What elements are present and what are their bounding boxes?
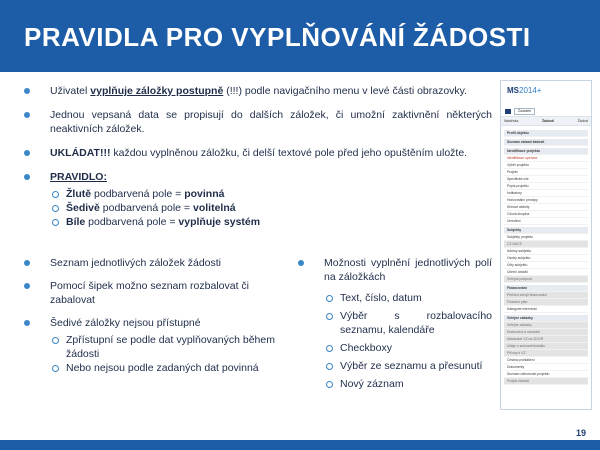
screenshot-tab-item: Veřejné zakázky xyxy=(504,322,588,329)
sub-item: Text, číslo, datum xyxy=(324,291,492,305)
rule-item-white xyxy=(50,215,492,229)
screenshot-tab-item: Účetní období xyxy=(504,269,588,276)
left-column xyxy=(22,256,284,384)
bullet-grey-tabs xyxy=(22,316,284,375)
screenshot-tab-item: Klíčové aktivity xyxy=(504,204,588,211)
bullet-emphasis: UKLÁDAT!!! xyxy=(50,147,111,159)
screenshot-menu xyxy=(501,117,591,126)
bullet-propagation xyxy=(22,108,492,136)
bullet-emphasis: vyplňuje záložky postupně xyxy=(90,85,224,97)
bullet-text: Uživatel xyxy=(50,85,91,97)
screenshot-tab-item: Identifikace projektu xyxy=(504,148,588,155)
rule-text: podbarvená pole = xyxy=(91,188,185,200)
bottom-bar xyxy=(0,440,600,450)
screenshot-tab-item: Údaje o smlouvě/dodatku xyxy=(504,343,588,350)
screenshot-tab-item: Navázané VZ na ZD/VR xyxy=(504,336,588,343)
ms2014-logo xyxy=(501,81,591,107)
screenshot-tab-item: Výběr projektu xyxy=(504,162,588,169)
screenshot-tab-item: Projekt xyxy=(504,169,588,176)
rule-text: podbarvená pole = xyxy=(85,216,179,228)
screenshot-tab-item: Profil objektu xyxy=(504,130,588,137)
rule-item-yellow xyxy=(50,187,492,201)
screenshot-tab-item: Finanční plán xyxy=(504,299,588,306)
sub-item: Výběr s rozbalovacího seznamu, kalendáře xyxy=(324,309,492,337)
home-icon xyxy=(505,109,511,114)
bullet-arrows xyxy=(22,279,284,307)
sub-item: Nebo nejsou podle zadaných dat povinná xyxy=(50,361,284,375)
bullet-text: Možnosti vyplnění jednotlivých polí na záložkách xyxy=(324,257,492,283)
bullet-sequential xyxy=(22,84,492,98)
intro-bullets xyxy=(22,84,492,239)
screenshot-tab-item: Popis projektu xyxy=(504,183,588,190)
screenshot-tab-item: Specifické cíle xyxy=(504,176,588,183)
sub-item: Checkboxy xyxy=(324,341,492,355)
screenshot-tab-list xyxy=(501,126,591,387)
screenshot-nav xyxy=(501,107,591,117)
bullet-fill-options xyxy=(296,256,492,391)
screenshot-tab-item: Adresy subjektu xyxy=(504,248,588,255)
bullet-save xyxy=(22,146,492,160)
screenshot-tab-item: Veřejné zakázky xyxy=(504,315,588,322)
title-bar xyxy=(0,0,600,72)
screenshot-tab-item: CZ NACE xyxy=(504,241,588,248)
rule-list xyxy=(50,187,492,229)
rule-color: Šedivě xyxy=(66,202,100,214)
screenshot-tab-item: Subjekty xyxy=(504,227,588,234)
screenshot-tab: Žadatelé xyxy=(514,108,535,115)
rule-heading: PRAVIDLO: xyxy=(50,171,107,183)
screenshot-tab-item: Seznam odborností projektu xyxy=(504,371,588,378)
menu-item: Nástěnka xyxy=(504,119,519,123)
screenshot-tab-item: Přehled zdrojů financování xyxy=(504,292,588,299)
sub-item: Výběr ze seznamu a přesunutí xyxy=(324,359,492,373)
bullet-rule xyxy=(22,170,492,229)
screenshot-tab-item: Horizontální principy xyxy=(504,197,588,204)
bullet-tab-list xyxy=(22,256,284,270)
screenshot-tab-item: Osoby subjektu xyxy=(504,255,588,262)
screenshot-tab-item: Veřejná podpora xyxy=(504,276,588,283)
screenshot-tab-item: Indikátory xyxy=(504,190,588,197)
page-title: PRAVIDLA PRO VYPLŇOVÁNÍ ŽÁDOSTI xyxy=(24,22,531,52)
right-column xyxy=(296,256,492,400)
screenshot-tab-item: Cílová skupina xyxy=(504,211,588,218)
bullet-text: Jednou vepsaná data se propisují do dalších záložek, či umožní zaktivnění některých neaktivních záložek. xyxy=(50,109,492,135)
bullet-text: každou vyplněnou záložku, či delší textové pole před jeho opuštěním uložte. xyxy=(110,147,468,159)
logo-text: 2014+ xyxy=(519,86,542,95)
screenshot-tab-item: Přílohy k VZ xyxy=(504,350,588,357)
rule-color: Bíle xyxy=(66,216,86,228)
sub-item: Zpřístupní se podle dat vyplňovaných během žádosti xyxy=(50,333,284,361)
screenshot-tab-item: Financování xyxy=(504,285,588,292)
sub-item: Nový záznam xyxy=(324,377,492,391)
page-number: 19 xyxy=(576,428,587,438)
bullet-text: Šedivé záložky nejsou přístupné xyxy=(50,317,201,329)
menu-item: Žádosti xyxy=(541,119,554,123)
rule-item-grey xyxy=(50,201,492,215)
fill-options-list xyxy=(324,291,492,391)
rule-color: Žlutě xyxy=(66,188,92,200)
grey-tabs-list xyxy=(50,333,284,375)
rule-meaning: vyplňuje systém xyxy=(178,216,261,228)
bullet-text: Pomocí šipek možno seznam rozbalovat či zabalovat xyxy=(50,280,250,306)
screenshot-tab-item: Seznam oblastí žádosti xyxy=(504,139,588,146)
title-divider xyxy=(0,72,600,75)
screenshot-tab-item: Dokumenty xyxy=(504,364,588,371)
screenshot-tab-item: Účty subjektu xyxy=(504,262,588,269)
screenshot-tab-item: Hodnocení a odvolání xyxy=(504,329,588,336)
bullet-text: (!!!) podle navigačního menu v levé části obrazovky. xyxy=(223,85,468,97)
rule-meaning: povinná xyxy=(184,188,225,200)
screenshot-tab-item: Subjekty projektu xyxy=(504,234,588,241)
screenshot-tab-item: Umístění xyxy=(504,218,588,225)
screenshot-tab-item: Čestná prohlášení xyxy=(504,357,588,364)
screenshot-tab-item: Identifikace operace xyxy=(504,155,588,162)
screenshot-tab-item: Podpis žádosti xyxy=(504,378,588,385)
rule-meaning: volitelná xyxy=(192,202,236,214)
bullet-text: Seznam jednotlivých záložek žádosti xyxy=(50,257,222,269)
menu-item: Žádost xyxy=(577,119,588,123)
screenshot-tab-item: Kategorie intervencí xyxy=(504,306,588,313)
app-screenshot xyxy=(500,80,592,410)
logo-text: MS xyxy=(507,86,519,95)
rule-text: podbarvená pole = xyxy=(99,202,193,214)
